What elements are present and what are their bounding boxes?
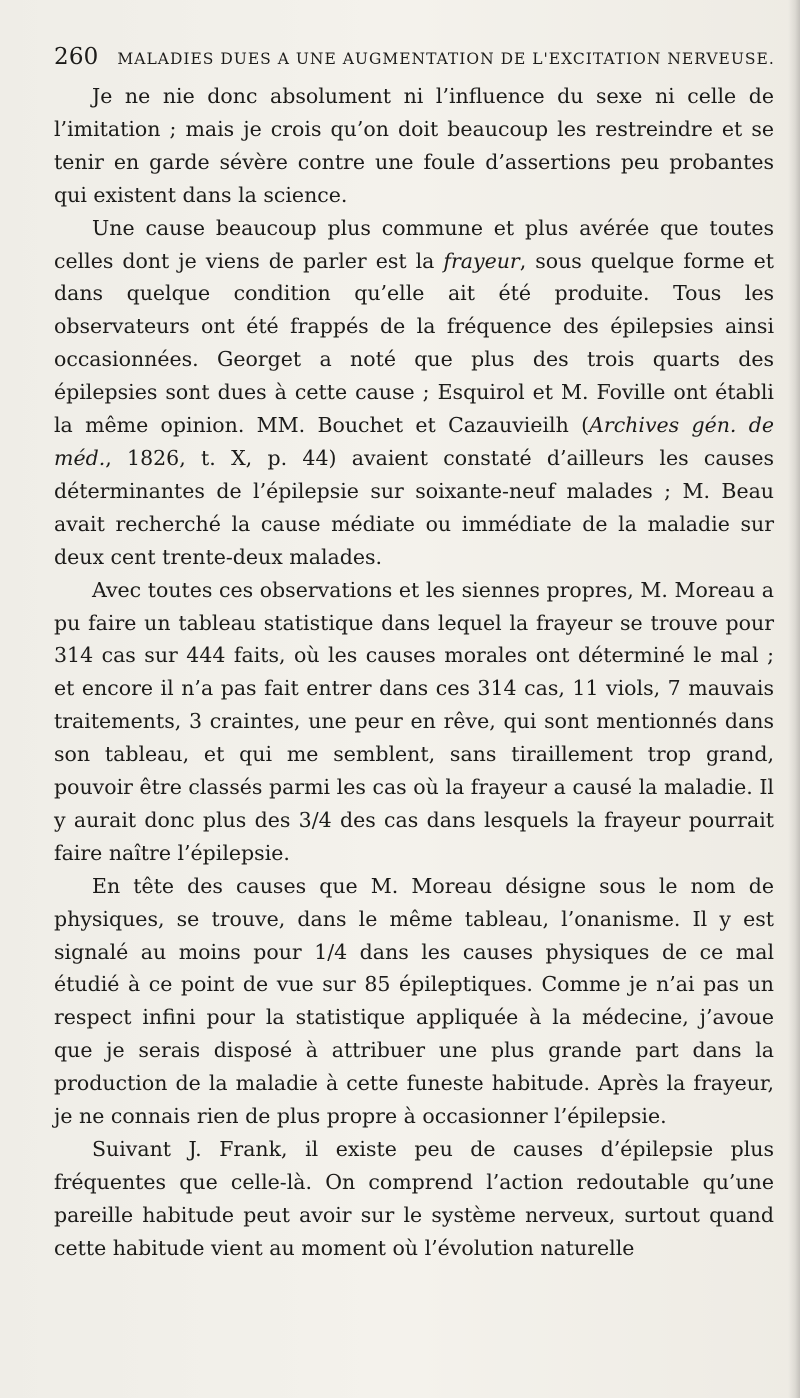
text-run: , sous quelque forme et dans quelque condition qu’elle ait été produite. Tous les observateurs ont été frappés de la fréquence des épilepsies ainsi occasionnées. Georget a noté que plus des trois quarts des épilepsies sont dues à cette cause ; Esquirol et M. Foville ont établi la même opinion. MM. Bouchet et Cazauvieilh ( (54, 248, 774, 438)
text-run: , 1826, t. X, p. 44) avaient constaté d’ailleurs les causes déterminantes de l’épilepsie sur soixante-neuf malades ; M. Beau avait recherché la cause médiate ou immédiate de la maladie sur deux cent trente-deux malades. (54, 445, 774, 569)
text-run: En tête des causes que M. Moreau désigne sous le nom de physiques, se trouve, dans le même tableau, l’onanisme. Il y est signalé au moins pour 1/4 dans les causes physiques de ce mal étudié à ce point de vue sur 85 épileptiques. Comme je n’ai pas un respect infini pour la statistique appliquée à la médecine, j’avoue que je serais disposé à attribuer une plus grande part dans la production de la maladie à cette funeste habitude. Après la frayeur, je ne connais rien de plus propre à occasionner l’épilepsie. (54, 873, 774, 1129)
paragraph (54, 80, 774, 212)
italic-text: frayeur (443, 248, 520, 273)
paragraph (54, 212, 774, 574)
running-title: MALADIES DUES A UNE AUGMENTATION DE L'EXCITATION NERVEUSE. (117, 50, 775, 68)
page-number: 260 (54, 44, 99, 70)
paragraph (54, 1133, 774, 1265)
text-run: Une cause beaucoup plus commune et plus avérée que toutes celles dont je viens de parler est la (54, 215, 774, 273)
italic-text: Archives gén. de méd. (54, 413, 774, 470)
page-edge-shadow (788, 0, 800, 1398)
paragraph (54, 574, 774, 870)
text-run: Je ne nie donc absolument ni l’influence du sexe ni celle de l’imitation ; mais je crois qu’on doit beaucoup les restreindre et se tenir en garde sévère contre une foule d’assertions peu probantes qui existent dans la science. (54, 84, 774, 207)
running-header (54, 44, 774, 70)
paragraph (54, 870, 774, 1133)
text-run: Suivant J. Frank, il existe peu de causes d’épilepsie plus fréquentes que celle-là. On comprend l’action redoutable qu’une pareille habitude peut avoir sur le système nerveux, surtout quand cette habitude vient au moment où l’évolution naturelle (54, 1137, 774, 1260)
text-run: Avec toutes ces observations et les siennes propres, M. Moreau a pu faire un tableau statistique dans lequel la frayeur se trouve pour 314 cas sur 444 faits, où les causes morales ont déterminé le mal ; et encore il n’a pas fait entrer dans ces 314 cas, 11 viols, 7 mauvais traitements, 3 craintes, une peur en rêve, qui sont mentionnés dans son tableau, et qui me semblent, sans tiraillement trop grand, pouvoir être classés parmi les cas où la frayeur a causé la maladie. Il y aurait donc plus des 3/4 des cas dans lesquels la frayeur pourrait faire naître l’épilepsie. (54, 577, 774, 865)
body-text (54, 80, 774, 1265)
